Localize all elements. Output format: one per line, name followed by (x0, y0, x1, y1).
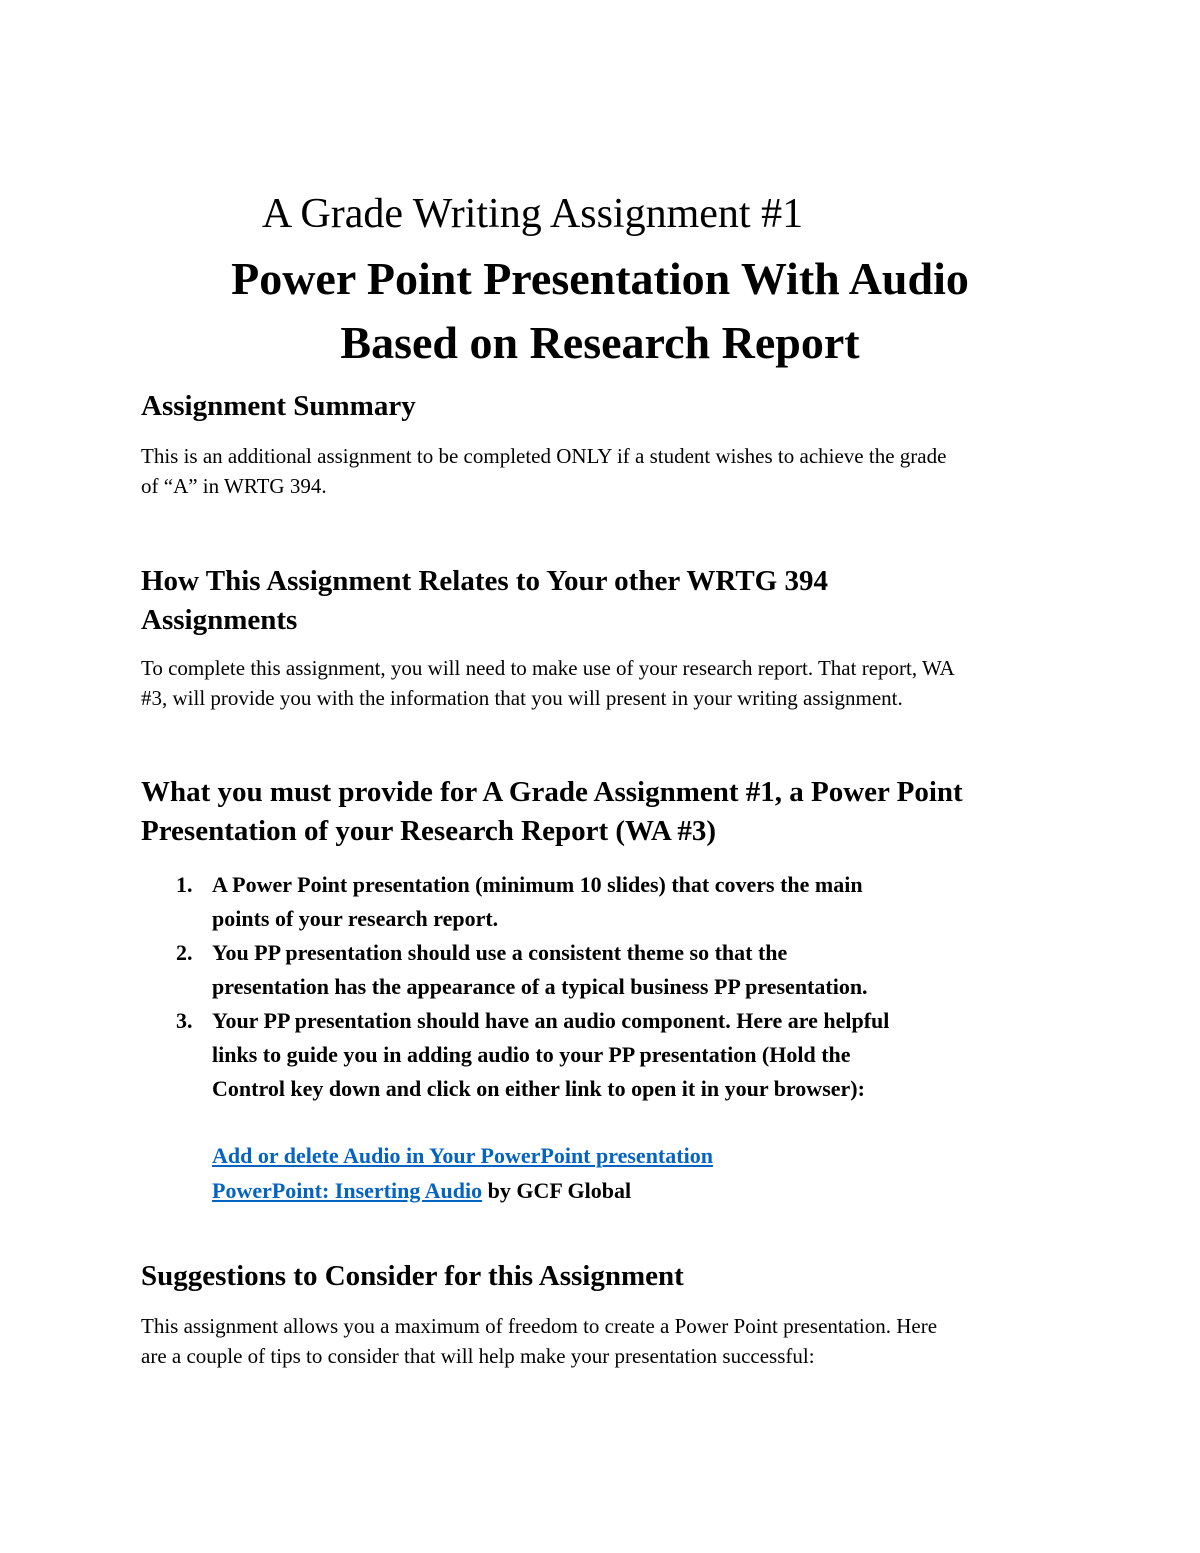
list-item-line: A Power Point presentation (minimum 10 slides) that covers the main (212, 872, 863, 897)
list-item-line: Your PP presentation should have an audio component. Here are helpful (212, 1008, 890, 1033)
suggestions-line-1: This assignment allows you a maximum of freedom to create a Power Point presentation. Here (141, 1314, 938, 1338)
link-row (212, 1173, 1072, 1208)
summary-section (141, 388, 1071, 424)
list-item (141, 868, 1071, 936)
list-item-number: 3. (176, 1008, 193, 1033)
relates-section (141, 562, 1071, 640)
summary-body (141, 441, 1071, 501)
relates-heading-line-2: Assignments (141, 604, 298, 636)
document-title: A Grade Writing Assignment #1 (261, 191, 804, 237)
document-subtitle-line-1: Power Point Presentation With Audio (231, 253, 969, 304)
link-row (212, 1138, 1072, 1173)
requirements-list (141, 868, 1071, 1106)
relates-body (141, 653, 1071, 713)
document-subtitle-line-2: Based on Research Report (340, 317, 860, 368)
list-item-line: points of your research report. (212, 906, 499, 931)
summary-heading: Assignment Summary (141, 390, 416, 422)
relates-line-1: To complete this assignment, you will need to make use of your research report. That report, WA (141, 656, 955, 680)
relates-line-2: #3, will provide you with the information that you will present in your writing assignment. (141, 686, 903, 710)
suggestions-heading: Suggestions to Consider for this Assignment (141, 1260, 684, 1292)
requirements-heading-line-2: Presentation of your Research Report (WA #3) (141, 815, 717, 847)
suggestions-body (141, 1311, 1071, 1371)
inserting-audio-link[interactable]: PowerPoint: Inserting Audio (212, 1178, 483, 1203)
requirements-heading-line-1: What you must provide for A Grade Assignment #1, a Power Point (141, 776, 963, 808)
add-delete-audio-link[interactable]: Add or delete Audio in Your PowerPoint presentation (212, 1143, 713, 1168)
list-item-line: Control key down and click on either link to open it in your browser): (212, 1076, 865, 1101)
list-item (141, 936, 1071, 1004)
suggestions-line-2: are a couple of tips to consider that will help make your presentation successful: (141, 1344, 815, 1368)
list-item-number: 1. (176, 872, 193, 897)
audio-links (212, 1138, 1072, 1208)
list-item-number: 2. (176, 940, 193, 965)
relates-heading-line-1: How This Assignment Relates to Your other WRTG 394 (141, 565, 828, 597)
summary-line-1: This is an additional assignment to be completed ONLY if a student wishes to achieve the grade (141, 444, 947, 468)
requirements-section (141, 773, 1071, 851)
list-item-line: presentation has the appearance of a typical business PP presentation. (212, 974, 868, 999)
list-item-line: You PP presentation should use a consistent theme so that the (212, 940, 788, 965)
list-item-line: links to guide you in adding audio to your PP presentation (Hold the (212, 1042, 851, 1067)
summary-line-2: of “A” in WRTG 394. (141, 474, 327, 498)
link-attribution: by GCF Global (482, 1178, 632, 1203)
suggestions-section (141, 1257, 1071, 1296)
list-item (141, 1004, 1071, 1106)
